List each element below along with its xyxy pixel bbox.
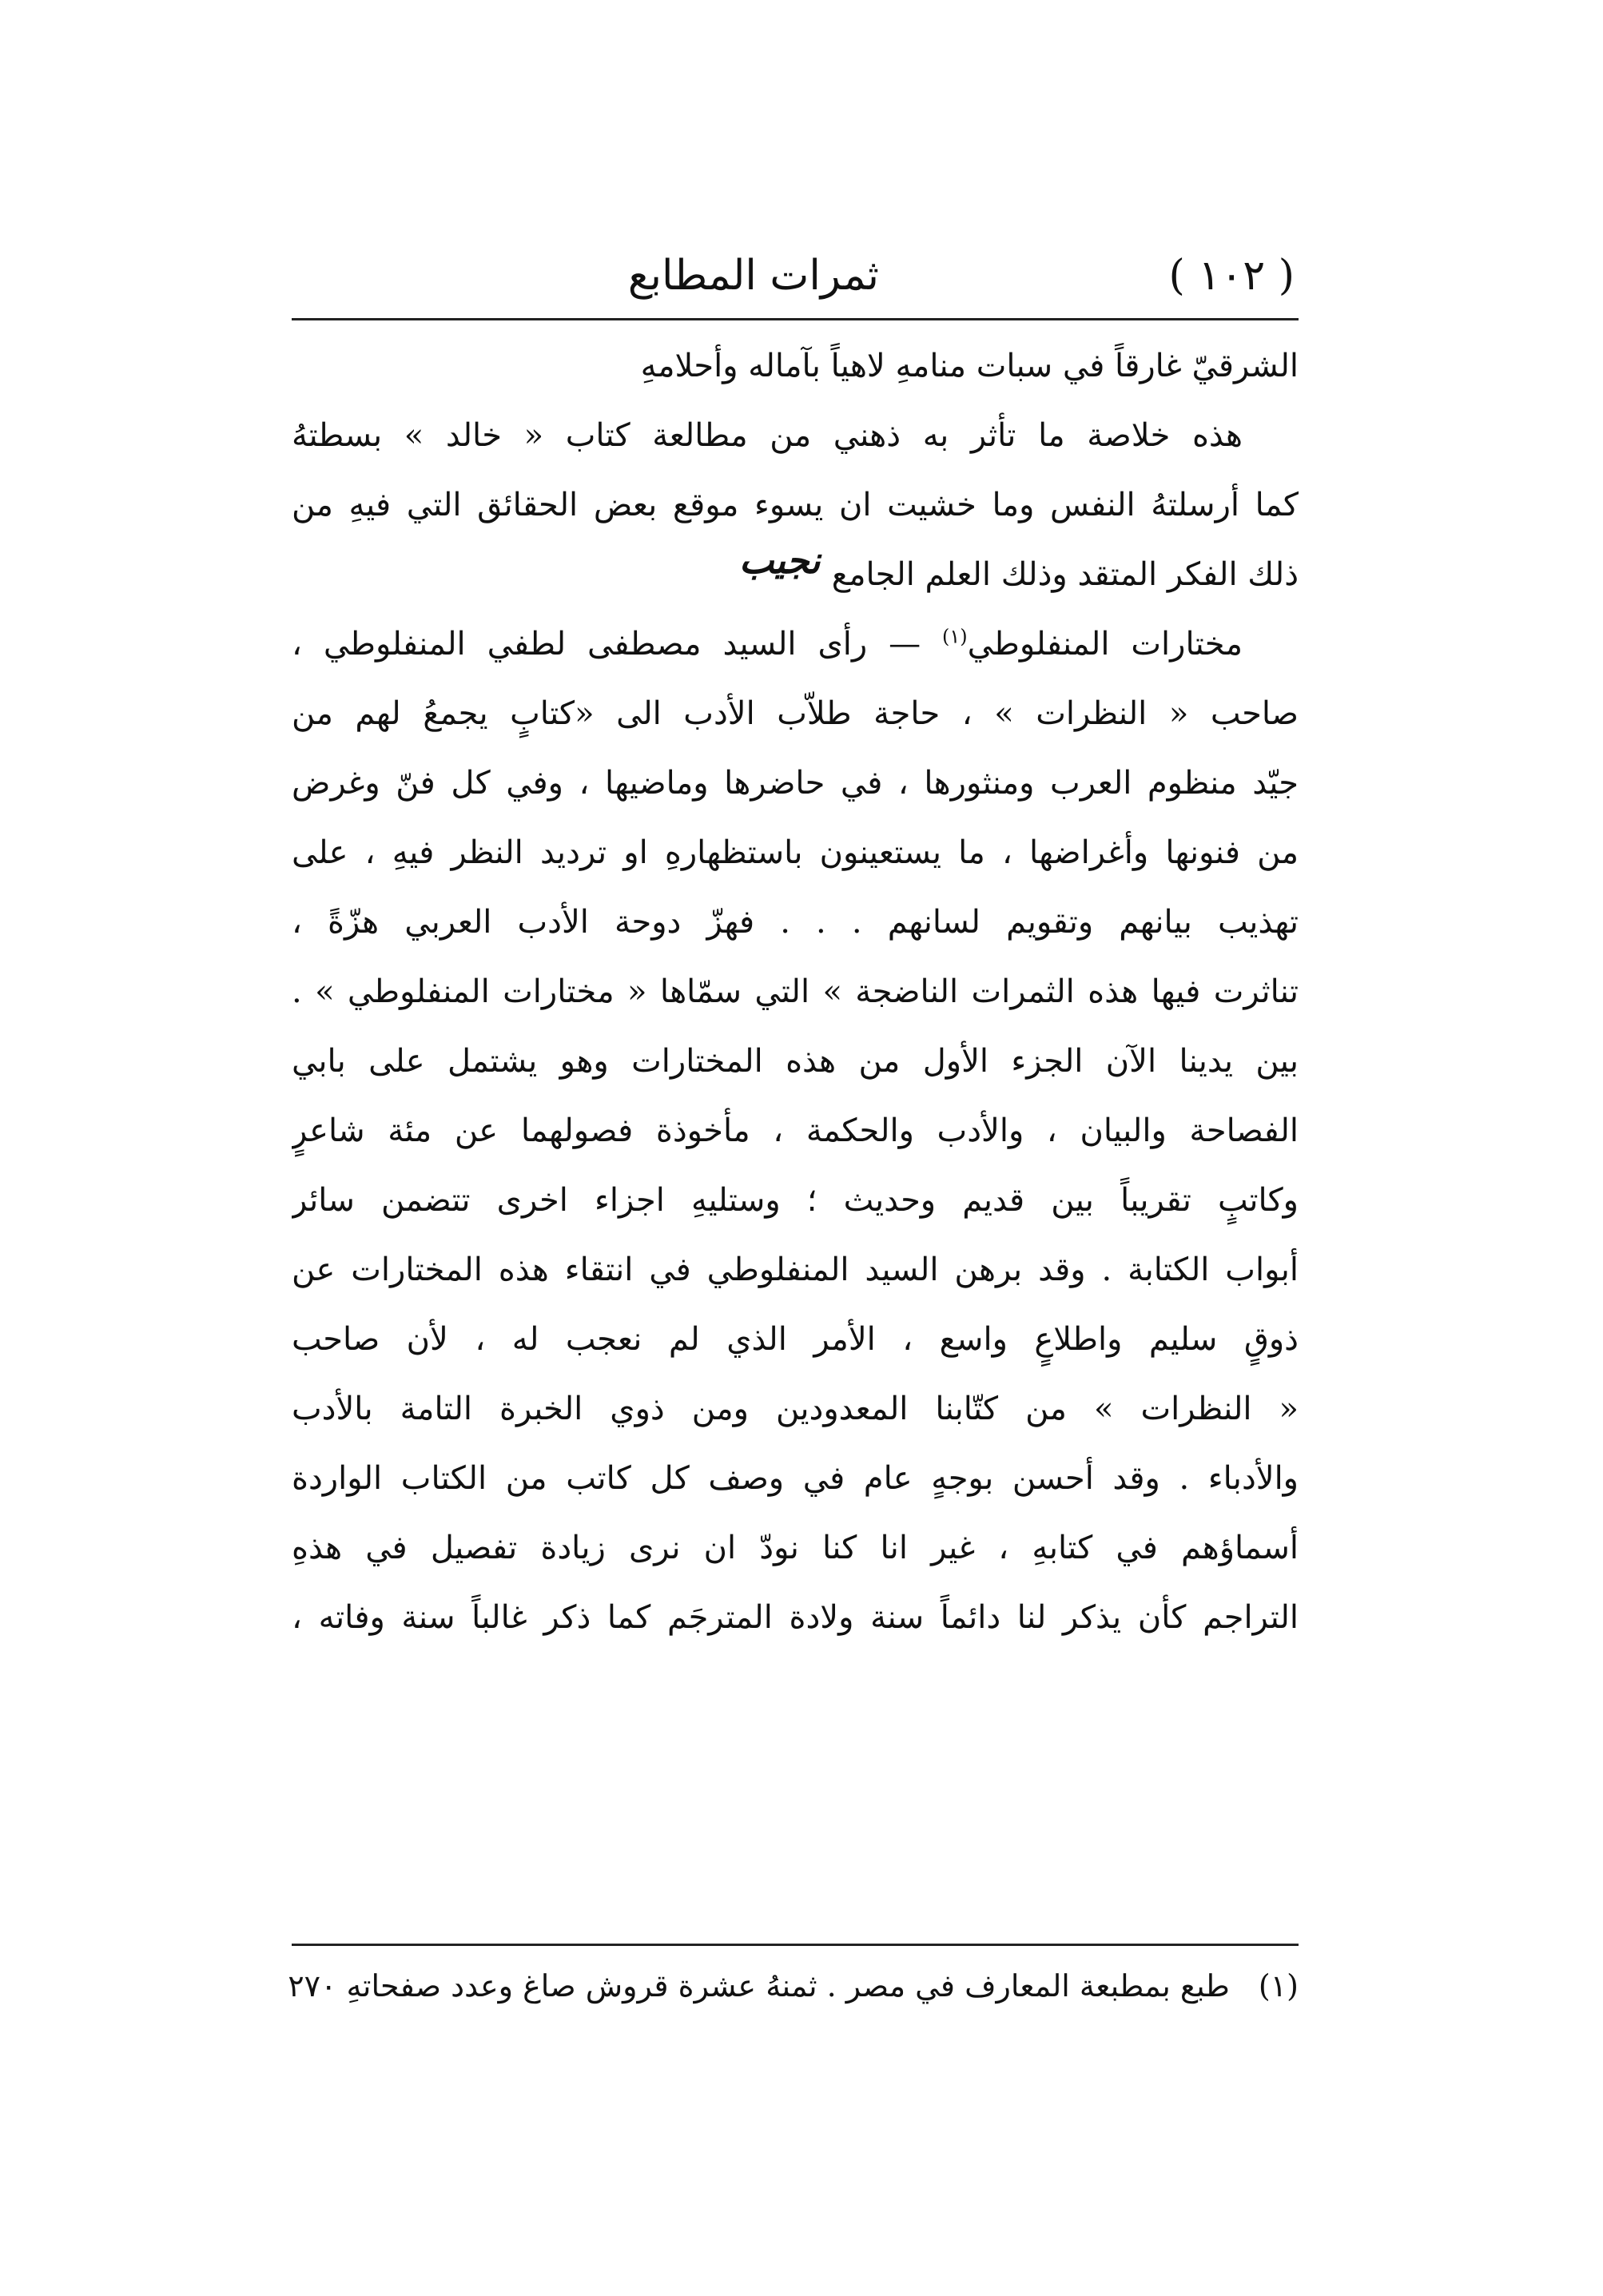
footnote-text: طبع بمطبعة المعارف في مصر . ثمنهُ عشرة قروش صاغ وعدد صفحاتهِ ٢٧٠ [288,1968,1230,2004]
text-line: الفصاحة والبيان ، والأدب والحكمة ، مأخوذة فصولهما عن مئة شاعرٍ [292,1112,1299,1149]
text-line: تناثرت فيها هذه الثمرات الناضجة » التي سمّاها « مختارات المنفلوطي » . [292,973,1299,1010]
footnote [288,1954,1299,2018]
text-line-with-signature [292,540,1299,610]
text-line: من فنونها وأغراضها ، ما يستعينون باستظهارهِ او ترديد النظر فيهِ ، على [292,834,1299,871]
text-line: تهذيب بيانهم وتقويم لسانهم . . . فهزّ دوحة الأدب العربي هزّةً ، [292,904,1299,941]
footnote-number: (١) [1258,1968,1299,2004]
author-signature: نجيب [739,540,821,582]
text-line: جيّد منظوم العرب ومنثورها ، في حاضرها وماضيها ، وفي كل فنّ وغرض [292,765,1299,802]
text-line: أبواب الكتابة . وقد برهن السيد المنفلوطي في انتقاء هذه المختارات عن [292,1251,1299,1288]
page-header [288,240,1295,312]
text-line: التراجم كأن يذكر لنا دائماً سنة ولادة المترجَم كما ذكر غالباً سنة وفاته ، [292,1599,1299,1636]
running-title: ثمرات المطابع [627,252,879,300]
text-line: « النظرات » من كتّابنا المعدودين ومن ذوي الخبرة التامة بالأدب [292,1391,1299,1427]
text-line: والأدباء . وقد أحسن بوجهٍ عام في وصف كل كاتب من الكتاب الواردة [292,1460,1299,1497]
text-line: صاحب « النظرات » ، حاجة طلاّب الأدب الى «كتابٍ يجمعُ لهم من [292,695,1299,732]
body-text [292,332,1299,1653]
text-line: أسماؤهم في كتابهِ ، غير انا كنا نودّ ان نرى زيادة تفصيل في هذهِ [292,1530,1299,1566]
section-heading: مختارات المنفلوطي [967,626,1243,663]
text-line: وكاتبٍ تقريباً بين قديم وحديث ؛ وستليهِ اجزاء اخرى تتضمن سائر [292,1182,1299,1219]
text-line: الشرقيّ غارقاً في سبات منامهِ لاهياً بآماله وأحلامهِ [640,348,1299,384]
text-line: كما أرسلتهُ النفس وما خشيت ان يسوء موقع بعض الحقائق التي فيهِ من [292,487,1299,523]
text-line [292,610,1299,679]
page-number: ( ١٠٢ ) [1168,252,1295,300]
text-line: هذه خلاصة ما تأثر به ذهني من مطالعة كتاب « خالد » بسطتهُ [292,417,1243,454]
footnote-reference: (١) [942,625,968,648]
footnote-rule [292,1944,1299,1946]
text-line: ذوقٍ سليم واطلاعٍ واسع ، الأمر الذي لم نعجب له ، لأن صاحب [292,1321,1299,1358]
text-line-content: — رأى السيد مصطفى لطفي المنفلوطي ، [292,626,921,663]
text-line-content: ذلك الفكر المتقد وذلك العلم الجامع [831,556,1299,593]
text-line: بين يدينا الآن الجزء الأول من هذه المختارات وهو يشتمل على بابي [292,1043,1299,1080]
header-rule [292,318,1299,320]
